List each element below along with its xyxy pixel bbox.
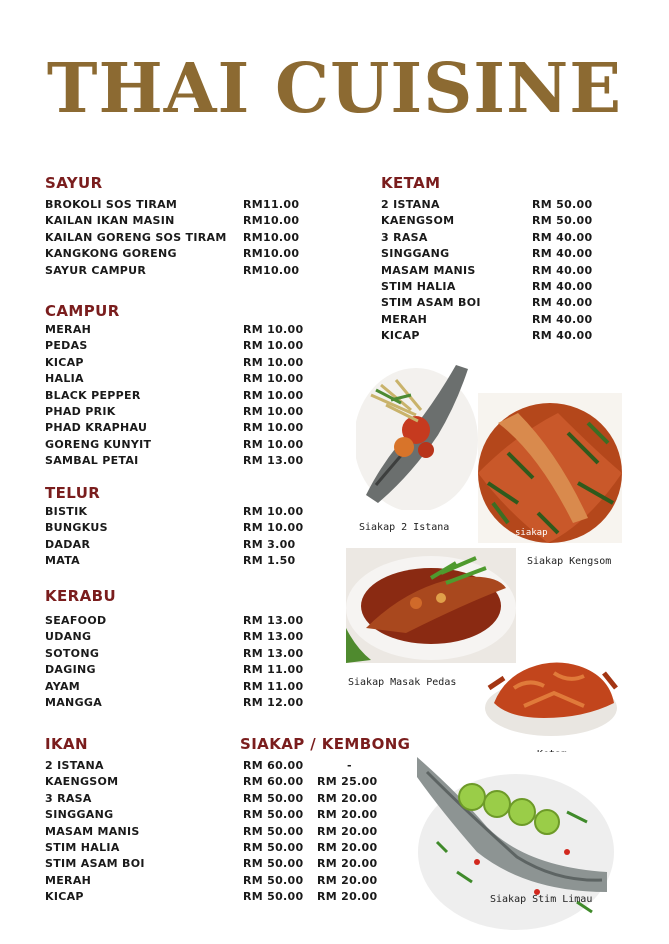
item-price: RM 13.00 <box>243 646 304 660</box>
menu-item-row <box>381 313 621 329</box>
item-price-kembong: RM 20.00 <box>317 873 378 887</box>
menu-item-row <box>381 247 621 263</box>
item-name: HALIA <box>45 372 84 386</box>
menu-item-row <box>45 538 315 554</box>
menu-item-row <box>45 198 315 214</box>
item-price: RM 10.00 <box>243 372 304 386</box>
item-price: RM 10.00 <box>243 505 304 518</box>
item-price-kembong: RM 25.00 <box>317 775 378 789</box>
menu-item-row <box>45 792 385 808</box>
menu-title: THAI CUISINE <box>46 49 623 129</box>
menu-item-row <box>45 214 315 230</box>
item-name: SINGGANG <box>381 247 450 261</box>
item-price-siakap: RM 50.00 <box>243 840 304 854</box>
item-price: RM11.00 <box>243 198 300 211</box>
item-price-kembong: RM 20.00 <box>317 824 378 838</box>
menu-item-row <box>45 247 315 263</box>
menu-item-row <box>45 438 315 454</box>
menu-item-row <box>381 296 621 312</box>
item-name: MASAM MANIS <box>381 263 476 277</box>
section-heading-ketam: KETAM <box>381 174 441 192</box>
item-name: KICAP <box>381 329 420 343</box>
item-name: KAILAN GORENG SOS TIRAM <box>45 230 227 244</box>
menu-item-row <box>45 874 385 890</box>
item-price: RM 40.00 <box>532 312 593 326</box>
menu-item-row <box>45 647 315 663</box>
section-heading-ikan: IKAN <box>45 735 88 753</box>
menu-item-row <box>45 454 315 470</box>
caption-siakap-stim-limau: Siakap Stim Limau <box>490 894 593 905</box>
item-name: BLACK PEPPER <box>45 388 141 402</box>
item-name: STIM HALIA <box>45 840 120 854</box>
item-name: 2 ISTANA <box>45 759 104 772</box>
item-price: RM10.00 <box>243 247 300 261</box>
item-price-kembong: RM 20.00 <box>317 840 378 854</box>
item-price-siakap: RM 50.00 <box>243 808 304 822</box>
menu-item-row <box>45 231 315 247</box>
item-price: RM 10.00 <box>243 521 304 535</box>
item-price-siakap: RM 50.00 <box>243 857 304 871</box>
item-price: RM10.00 <box>243 263 300 277</box>
item-name: UDANG <box>45 630 92 644</box>
menu-item-row <box>45 663 315 679</box>
item-price: RM 10.00 <box>243 339 304 353</box>
section-heading-campur: CAMPUR <box>45 302 120 320</box>
item-price: RM 50.00 <box>532 198 593 211</box>
item-price-siakap: RM 50.00 <box>243 791 304 805</box>
kerabu-list <box>45 614 315 712</box>
menu-item-row <box>381 198 621 214</box>
item-price: RM 10.00 <box>243 421 304 435</box>
item-name: STIM ASAM BOI <box>381 296 481 310</box>
item-name: SAMBAL PETAI <box>45 454 139 468</box>
menu-item-row <box>381 214 621 230</box>
item-name: BUNGKUS <box>45 521 108 535</box>
item-name: SAYUR CAMPUR <box>45 263 147 277</box>
item-price: RM 13.00 <box>243 454 304 468</box>
menu-item-row <box>45 554 315 570</box>
item-name: GORENG KUNYIT <box>45 437 152 451</box>
item-name: MERAH <box>381 312 428 326</box>
menu-item-row <box>45 421 315 437</box>
item-price-siakap: RM 60.00 <box>243 759 304 772</box>
item-name: PHAD KRAPHAU <box>45 421 148 435</box>
item-price: RM 10.00 <box>243 388 304 402</box>
item-price: RM 13.00 <box>243 630 304 644</box>
ikan-list <box>45 759 385 907</box>
ketam-list <box>381 198 621 346</box>
item-price: RM 10.00 <box>243 437 304 451</box>
section-heading-kerabu: KERABU <box>45 587 117 605</box>
item-name: KAILAN IKAN MASIN <box>45 214 175 228</box>
item-name: PHAD PRIK <box>45 404 116 418</box>
item-price-siakap: RM 50.00 <box>243 890 304 904</box>
siakap-masak-pedas-photo <box>346 548 516 663</box>
section-subheading-siakap-kembong: SIAKAP / KEMBONG <box>240 735 411 753</box>
siakap-2-istana-photo <box>356 355 478 510</box>
menu-item-row <box>45 505 315 521</box>
item-name: MATA <box>45 554 80 568</box>
menu-item-row <box>45 808 385 824</box>
menu-item-row <box>381 231 621 247</box>
caption-siakap-kengsom: Siakap Kengsom <box>527 556 612 567</box>
item-name: MANGGA <box>45 695 103 709</box>
item-price-siakap: RM 50.00 <box>243 824 304 838</box>
menu-item-row <box>45 372 315 388</box>
item-price: RM 13.00 <box>243 614 304 627</box>
item-name: 3 RASA <box>381 230 428 244</box>
sayur-list <box>45 198 315 280</box>
item-price-kembong: RM 20.00 <box>317 890 378 904</box>
item-price: RM 40.00 <box>532 263 593 277</box>
item-price-kembong: RM 20.00 <box>317 808 378 822</box>
item-name: BROKOLI SOS TIRAM <box>45 198 178 211</box>
menu-item-row <box>45 339 315 355</box>
item-price: RM 3.00 <box>243 537 296 551</box>
item-price-kembong: - <box>347 759 352 772</box>
siakap-kengsom-photo <box>478 393 622 543</box>
menu-item-row <box>45 696 315 712</box>
item-name: KAENGSOM <box>381 214 455 228</box>
item-price: RM 40.00 <box>532 247 593 261</box>
item-price: RM10.00 <box>243 214 300 228</box>
section-heading-sayur: SAYUR <box>45 174 103 192</box>
item-name: SEAFOOD <box>45 614 107 627</box>
menu-item-row <box>45 890 385 906</box>
item-name: DAGING <box>45 663 96 677</box>
menu-item-row <box>45 680 315 696</box>
menu-item-row <box>45 759 385 775</box>
item-price: RM 10.00 <box>243 323 304 336</box>
ketam-photo <box>484 648 618 738</box>
menu-item-row <box>45 775 385 791</box>
item-name: BISTIK <box>45 505 88 518</box>
menu-item-row <box>45 630 315 646</box>
caption-siakap-2-istana: Siakap 2 Istana <box>359 522 450 533</box>
section-heading-telur: TELUR <box>45 484 101 502</box>
menu-item-row <box>45 264 315 280</box>
item-price-siakap: RM 60.00 <box>243 775 304 789</box>
item-price: RM 40.00 <box>532 279 593 293</box>
item-name: KANGKONG GORENG <box>45 247 177 261</box>
item-name: STIM ASAM BOI <box>45 857 145 871</box>
item-price: RM 10.00 <box>243 404 304 418</box>
item-name: KICAP <box>45 355 84 369</box>
campur-list <box>45 323 315 471</box>
menu-item-row <box>381 280 621 296</box>
item-name: KAENGSOM <box>45 775 119 789</box>
item-name: MASAM MANIS <box>45 824 140 838</box>
item-name: SOTONG <box>45 646 100 660</box>
caption-siakap-masak-pedas: Siakap Masak Pedas <box>348 677 457 688</box>
item-name: DADAR <box>45 537 91 551</box>
telur-list <box>45 505 315 571</box>
item-name: AYAM <box>45 679 81 693</box>
item-price: RM 40.00 <box>532 329 593 343</box>
menu-item-row <box>45 521 315 537</box>
item-name: 2 ISTANA <box>381 198 440 211</box>
item-price: RM 1.50 <box>243 554 296 568</box>
item-price: RM 11.00 <box>243 663 304 677</box>
menu-item-row <box>45 614 315 630</box>
item-price: RM 10.00 <box>243 355 304 369</box>
item-price: RM 12.00 <box>243 695 304 709</box>
menu-item-row <box>45 857 385 873</box>
item-price-kembong: RM 20.00 <box>317 857 378 871</box>
item-price: RM 40.00 <box>532 296 593 310</box>
menu-item-row <box>45 323 315 339</box>
watermark-siakap: siakap <box>515 528 548 538</box>
menu-item-row <box>45 825 385 841</box>
item-name: STIM HALIA <box>381 279 456 293</box>
item-price: RM 50.00 <box>532 214 593 228</box>
menu-item-row <box>381 329 621 345</box>
item-name: KICAP <box>45 890 84 904</box>
item-price: RM 40.00 <box>532 230 593 244</box>
item-price-kembong: RM 20.00 <box>317 791 378 805</box>
menu-item-row <box>45 356 315 372</box>
item-name: MERAH <box>45 323 92 336</box>
item-name: MERAH <box>45 873 92 887</box>
item-price: RM 11.00 <box>243 679 304 693</box>
menu-item-row <box>45 841 385 857</box>
item-name: PEDAS <box>45 339 88 353</box>
item-price: RM10.00 <box>243 230 300 244</box>
menu-item-row <box>45 389 315 405</box>
item-name: 3 RASA <box>45 791 92 805</box>
menu-item-row <box>45 405 315 421</box>
menu-item-row <box>381 264 621 280</box>
item-name: SINGGANG <box>45 808 114 822</box>
siakap-stim-limau-photo <box>417 752 615 932</box>
item-price-siakap: RM 50.00 <box>243 873 304 887</box>
